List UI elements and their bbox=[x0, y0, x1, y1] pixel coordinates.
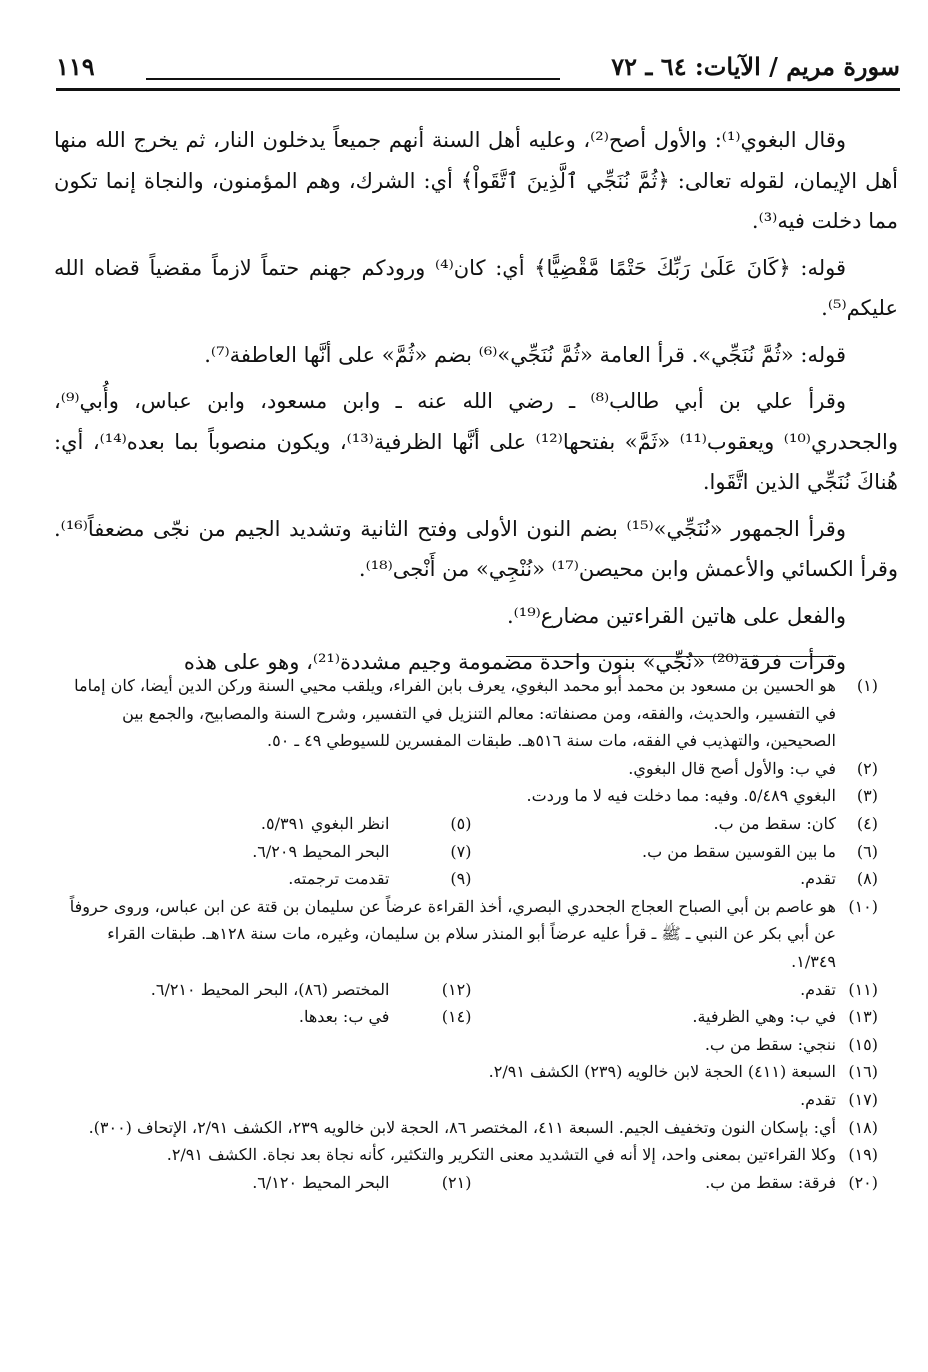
footnote-text: في ب: بعدها. bbox=[298, 1007, 390, 1027]
footnote bbox=[58, 1169, 472, 1197]
footnote-row bbox=[58, 976, 878, 1004]
footnote bbox=[58, 672, 878, 755]
paragraph: وقال البغوي⁽¹⁾: والأول أصح⁽²⁾، وعليه أهل السنة أنهم جميعاً يدخلون النار، ثم يخرج الله منها أهل الإيمان، لقوله تعالى: ﴿ثُمَّ نُنَجِّي ٱلَّذِينَ ٱتَّقَواْ﴾ أي: الشرك، وهم المؤمنون، والنجاة إنما تكون مما دخلت فيه⁽³⁾. bbox=[54, 128, 898, 233]
footnote bbox=[431, 865, 878, 893]
footnote bbox=[431, 810, 878, 838]
footnote-text: السبعة (٤١١) الحجة لابن خالويه (٢٣٩) الكشف ٢/٩١. bbox=[488, 1062, 836, 1082]
footnote-row bbox=[58, 838, 878, 866]
footnote bbox=[58, 1114, 878, 1142]
footnote-number: (٢) bbox=[856, 758, 878, 778]
footnote-number: (١٤) bbox=[441, 1007, 472, 1027]
paragraph: قوله: «ثُمَّ نُنَجِّي». قرأ العامة «ثُمَّ نُنَجِّي»⁽⁶⁾ بضم «ثُمَّ» على أنَّها العاطفة⁽⁷⁾. bbox=[204, 342, 846, 367]
footnote-row bbox=[58, 1169, 878, 1197]
footnote-number: (٢٠) bbox=[848, 1172, 878, 1192]
page-number: ١١٩ bbox=[56, 52, 95, 81]
footnote-number: (٣) bbox=[856, 786, 878, 806]
footnote bbox=[58, 976, 472, 1004]
footnote-number: (١٥) bbox=[848, 1034, 878, 1054]
footnote bbox=[431, 1003, 878, 1031]
footnote-number: (٥) bbox=[450, 813, 472, 833]
footnote-number: (١٠) bbox=[848, 896, 878, 916]
header-rule bbox=[56, 88, 900, 91]
footnotes bbox=[58, 672, 878, 1196]
footnote-number: (٦) bbox=[856, 841, 878, 861]
footnote-text: البغوي ٥/٤٨٩. وفيه: مما دخلت فيه لا ما وردت. bbox=[526, 786, 836, 806]
footnote bbox=[431, 1169, 878, 1197]
footnote-number: (١٧) bbox=[848, 1089, 878, 1109]
footnote-row bbox=[58, 1003, 878, 1031]
footnote-text: تقدم. bbox=[800, 979, 836, 999]
paragraph: والفعل على هاتين القراءتين مضارع⁽¹⁹⁾. bbox=[506, 603, 846, 628]
footnote-number: (١٦) bbox=[848, 1062, 878, 1082]
footnote-text: فرقة: سقط من ب. bbox=[705, 1172, 836, 1192]
main-text bbox=[54, 120, 898, 689]
footnote-number: (١) bbox=[856, 676, 878, 695]
paragraph: قوله: ﴿كَانَ عَلَىٰ رَبِّكَ حَتْمًا مَّقْضِيًّا﴾ أي: كان⁽⁴⁾ ورودكم جهنم حتماً لازماً مقضياً قضاه الله عليكم⁽⁵⁾. bbox=[54, 255, 898, 320]
footnote-number: (٢١) bbox=[441, 1172, 472, 1192]
footnote-text: هو عاصم بن أبي الصباح العجاج الجحدري البصري، أخذ القراءة عرضاً عن سليمان بن قتة عن ابن عباس، وروى حروفاً عن أبي بكر عن النبي ـ ﷺ ـ قرأ عليه عرضاً أبو المنذر سلام بن سليمان، وغيره، مات سنة ١٢٨هـ. طبقات القراء ١/٣٤٩. bbox=[69, 896, 836, 971]
paragraph: وقرأ علي بن أبي طالب⁽⁸⁾ ـ رضي الله عنه ـ وابن مسعود، وابن عباس، وأُبي⁽⁹⁾، والجحدري⁽¹⁰⁾ ويعقوب⁽¹¹⁾ «ثَمَّ» بفتحها⁽¹²⁾ على أنَّها الظرفية⁽¹³⁾، ويكون منصوباً بما بعده⁽¹⁴⁾، أي: هُناكَ نُنَجِّي الذين اتَّقَوا. bbox=[54, 389, 899, 494]
footnote-text: ننجي: سقط من ب. bbox=[704, 1034, 836, 1054]
page-header bbox=[56, 52, 900, 88]
footnote-number: (٨) bbox=[856, 869, 878, 889]
footnote-number: (٩) bbox=[450, 869, 472, 889]
footnote-text: المختصر (٨٦)، البحر المحيط ٦/٢١٠. bbox=[150, 979, 390, 999]
footnote bbox=[58, 893, 878, 976]
footnote-text: البحر المحيط ٦/٢٠٩. bbox=[252, 841, 390, 861]
footnote-text: تقدمت ترجمته. bbox=[288, 869, 390, 889]
footnote bbox=[58, 782, 878, 810]
footnote bbox=[58, 1141, 878, 1169]
footnote-row bbox=[58, 810, 878, 838]
footnote bbox=[58, 865, 472, 893]
footnote-text: ما بين القوسين سقط من ب. bbox=[641, 841, 836, 861]
footnote-row bbox=[58, 865, 878, 893]
footnote-text: البحر المحيط ٦/١٢٠. bbox=[252, 1172, 390, 1192]
footnote bbox=[431, 838, 878, 866]
footnote-text: في ب: والأول أصح قال البغوي. bbox=[628, 758, 836, 778]
footnote-text: هو الحسين بن مسعود بن محمد أبو محمد البغوي، يعرف بابن الفراء، ويلقب محيي السنة وركن الدين أيضا، كان إماما في التفسير، والحديث، والفقه، ومن مصنفاته: معالم التنزيل في التفسير، وشرح السنة والمصابيح، والجمع بين الصحيحين، والتهذيب في الفقه، مات سنة ٥١٦هـ. طبقات المفسرين للسيوطي ٤٩ ـ ٥٠. bbox=[74, 676, 836, 751]
footnote bbox=[58, 838, 472, 866]
footnote-number: (٧) bbox=[450, 841, 472, 861]
footnote-text: في ب: وهي الظرفية. bbox=[692, 1007, 836, 1027]
footnote-number: (١٩) bbox=[848, 1145, 878, 1165]
footnote-number: (١٨) bbox=[848, 1117, 878, 1137]
footnote bbox=[431, 976, 878, 1004]
footnote-number: (١٣) bbox=[848, 1007, 878, 1027]
paragraph: وقرأ الجمهور «نُنَجِّي»⁽¹⁵⁾ بضم النون الأولى وفتح الثانية وتشديد الجيم من نجّى مضعفاً⁽¹⁶⁾. وقرأ الكسائي والأعمش وابن محيصن⁽¹⁷⁾ «نُنْجِي» من أَنْجى⁽¹⁸⁾. bbox=[54, 516, 898, 581]
footnote-text: تقدم. bbox=[800, 869, 836, 889]
footnote bbox=[58, 1058, 878, 1086]
footnote-text: أي: بإسكان النون وتخفيف الجيم. السبعة ٤١١، المختصر ٨٦، الحجة لابن خالويه ٢٣٩، الكشف ٢/٩١، الإتحاف (٣٠٠). bbox=[88, 1117, 836, 1137]
header-line bbox=[146, 78, 560, 80]
footnote-number: (١١) bbox=[848, 979, 878, 999]
footnote-text: وكلا القراءتين بمعنى واحد، إلا أنه في التشديد معنى التكرير والتكثير، كأنه نجاة بعد نجاة. الكشف ٢/٩١. bbox=[166, 1145, 836, 1165]
footnote bbox=[58, 1003, 472, 1031]
footnote-text: كان: سقط من ب. bbox=[713, 813, 836, 833]
footnote bbox=[58, 810, 472, 838]
footnote-number: (١٢) bbox=[441, 979, 472, 999]
footnote-number: (٤) bbox=[856, 813, 878, 833]
footnote bbox=[58, 1086, 878, 1114]
footnote-separator bbox=[506, 656, 836, 657]
footnote-text: تقدم. bbox=[800, 1089, 836, 1109]
footnote bbox=[58, 1031, 878, 1059]
footnote-text: انظر البغوي ٥/٣٩١. bbox=[260, 813, 390, 833]
running-title: سورة مريم / الآيات: ٦٤ ـ ٧٢ bbox=[611, 52, 900, 81]
paragraph: وقرأت فرقة⁽²⁰⁾ «نُجِّي» بنون واحدة مضمومة وجيم مشددة⁽²¹⁾، وهو على هذه bbox=[183, 650, 846, 674]
footnote bbox=[58, 755, 878, 783]
